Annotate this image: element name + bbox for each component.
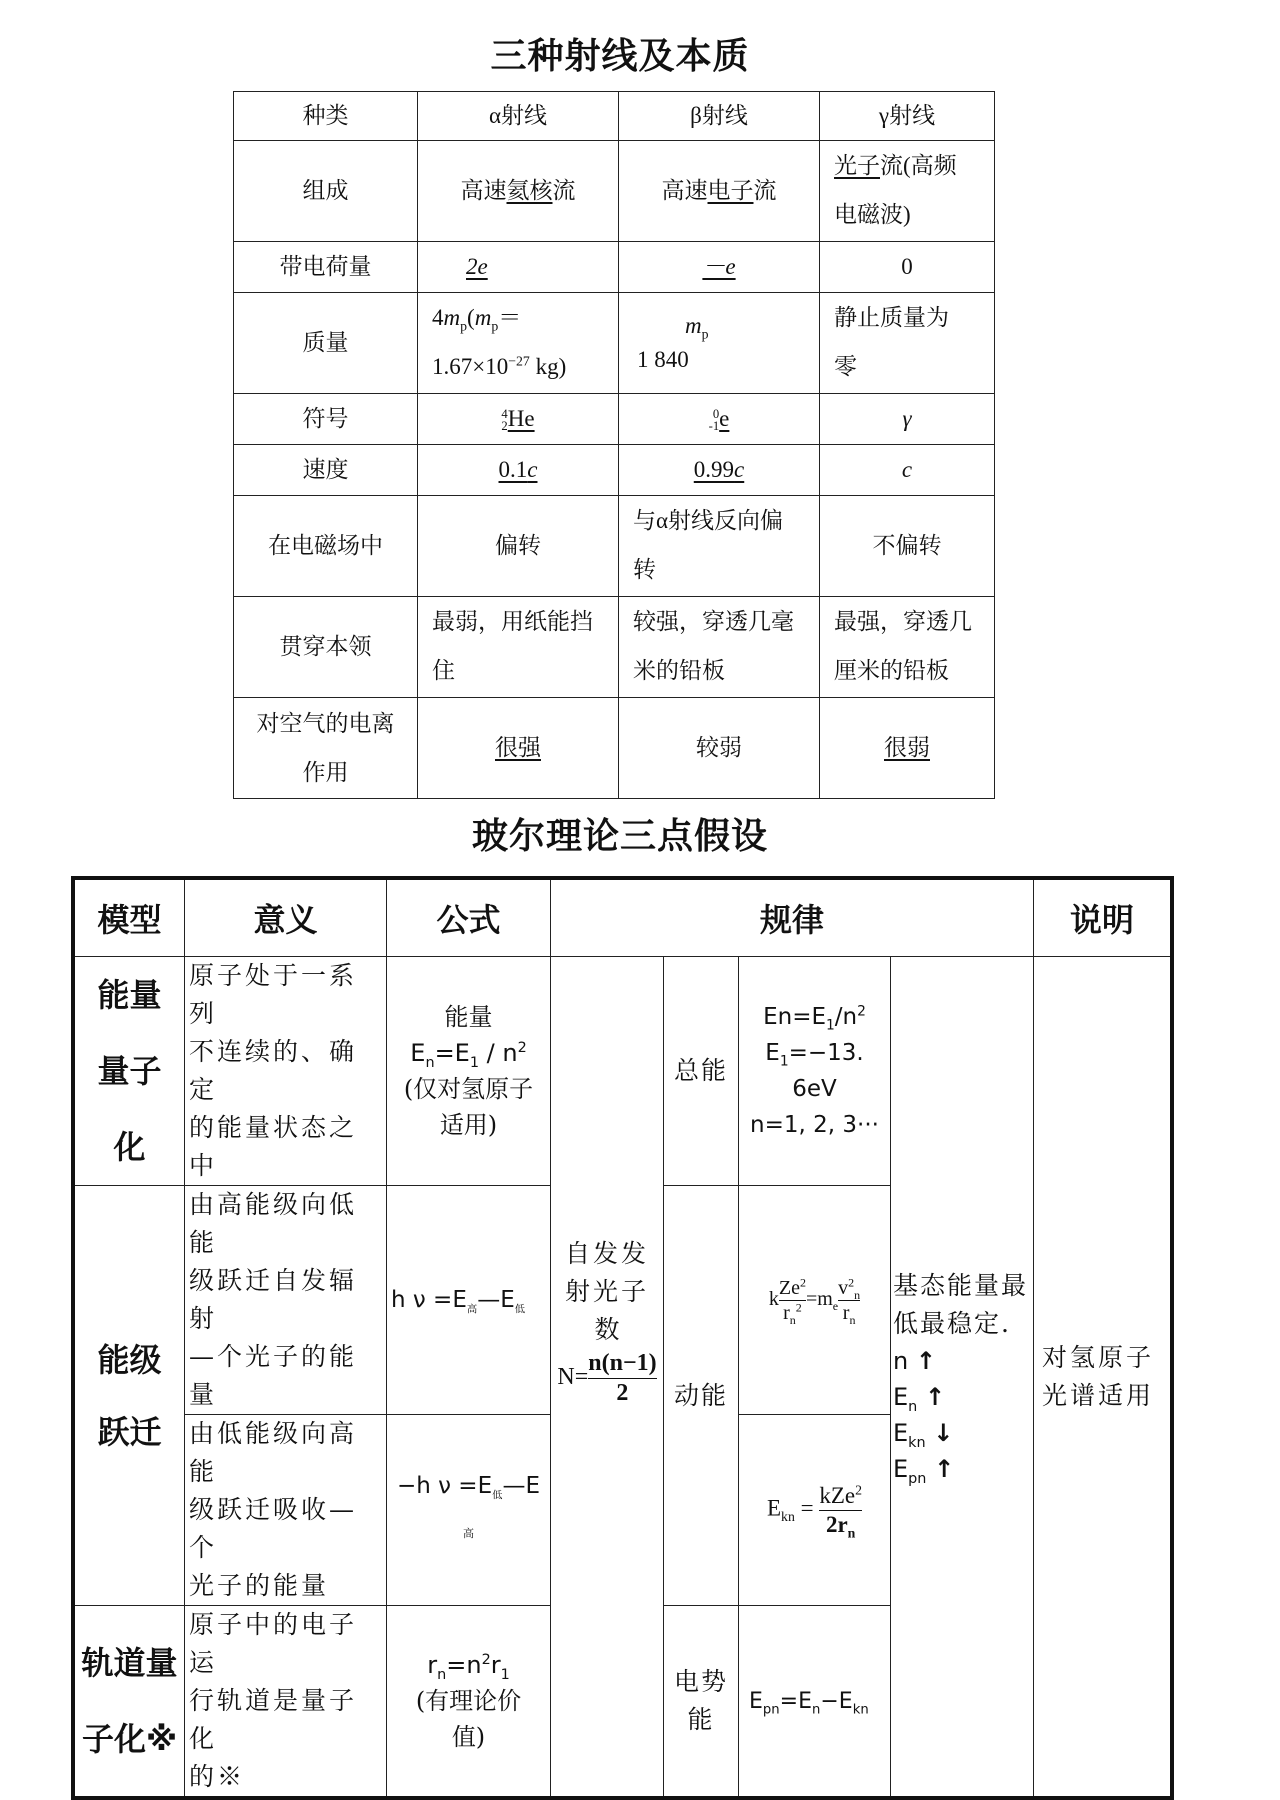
cell <box>820 293 995 394</box>
text: h ν =E <box>391 1287 467 1313</box>
text: 基态能量最 <box>893 1270 1029 1300</box>
table-row <box>234 242 995 293</box>
text: N= <box>557 1364 589 1391</box>
text: 的能量状态之中 <box>189 1113 358 1180</box>
subscript: p <box>701 326 709 342</box>
text: v <box>838 1276 849 1299</box>
text: =n <box>446 1651 482 1679</box>
text: r <box>842 1301 850 1324</box>
text: c <box>734 457 745 482</box>
total-energy-label: 总能 <box>664 957 739 1186</box>
meaning-cell <box>185 1415 387 1606</box>
text: r <box>490 1651 501 1679</box>
text: 光谱适用 <box>1042 1380 1155 1410</box>
text: 化 <box>113 1128 146 1166</box>
text: = <box>794 1495 820 1521</box>
subscript: kn <box>852 1701 869 1717</box>
text: E <box>749 1688 763 1714</box>
text: 作用 <box>302 760 349 785</box>
cell <box>418 445 619 496</box>
text: —E <box>502 1473 541 1499</box>
cell <box>418 597 619 698</box>
text: 由低能级向高能 <box>189 1419 358 1486</box>
text: 光子的能量 <box>189 1571 330 1600</box>
kinetic-formula-2 <box>739 1415 891 1606</box>
mass-number: 0 <box>712 407 720 422</box>
text: E <box>893 1454 909 1483</box>
kinetic-energy-label: 动能 <box>664 1186 739 1606</box>
cell <box>820 597 995 698</box>
superscript: 2 <box>481 1652 491 1668</box>
superscript: 2 <box>799 1274 806 1289</box>
cell: γ <box>820 394 995 445</box>
table-row <box>234 597 995 698</box>
subscript: 1 <box>469 1054 479 1071</box>
text: 0.1 <box>498 457 528 482</box>
model-energy-quantization <box>73 957 185 1186</box>
text: En=E <box>763 1004 827 1030</box>
trend-Ekn <box>893 1415 1031 1451</box>
text: =−13. 6eV <box>788 1040 864 1102</box>
bohr-theory-table <box>71 876 1174 1800</box>
text: 静止质量为 <box>834 305 949 330</box>
atomic-number: -1 <box>708 418 720 433</box>
cell <box>619 141 820 242</box>
subscript: pn <box>762 1701 780 1717</box>
text: 流 <box>753 178 777 203</box>
subscript: p <box>491 318 499 334</box>
table-row <box>234 141 995 242</box>
formula-cell <box>387 1606 551 1799</box>
cell <box>619 445 820 496</box>
table-row <box>73 957 1172 1186</box>
arrow-up-icon: ↑ <box>934 1454 955 1483</box>
text: 值) <box>451 1723 486 1751</box>
text: ( <box>467 305 475 330</box>
table-row <box>234 394 995 445</box>
header-cell: γ射线 <box>820 92 995 141</box>
cell <box>619 394 820 445</box>
potential-energy-label <box>664 1606 739 1799</box>
formula-cell <box>387 1415 551 1606</box>
subscript: n <box>849 1312 856 1327</box>
potential-energy-formula <box>739 1606 891 1799</box>
text: 不连续的、确定 <box>189 1037 358 1104</box>
text: (有理论价 <box>415 1687 522 1715</box>
text: =E <box>779 1688 812 1714</box>
text: 厘米的铅板 <box>834 658 949 683</box>
row-label: 符号 <box>234 394 418 445</box>
fraction <box>838 1276 860 1325</box>
text: Ze <box>778 1276 800 1299</box>
underlined-text: 很强 <box>495 735 541 760</box>
subscript: kn <box>781 1508 795 1524</box>
cell <box>619 496 820 597</box>
text: 转 <box>633 557 656 582</box>
text: 级跃迁自发辐射 <box>189 1266 358 1333</box>
cell <box>820 698 995 799</box>
cell <box>619 242 820 293</box>
underlined-text: 氦核 <box>506 178 553 203</box>
text: kg) <box>529 354 567 379</box>
cell: 0 <box>820 242 995 293</box>
subscript: 1 <box>500 1666 510 1683</box>
row-label: 带电荷量 <box>234 242 418 293</box>
formula-cell <box>387 1186 551 1415</box>
trend-cell <box>891 957 1034 1799</box>
text: 射光子 <box>564 1277 649 1307</box>
text: E <box>765 1040 780 1066</box>
text: 住 <box>432 658 455 683</box>
subscript: n <box>789 1312 796 1327</box>
subscript: kn <box>908 1434 926 1451</box>
arrow-down-icon: ↓ <box>933 1418 954 1447</box>
subscript: 低 <box>514 1303 526 1316</box>
text: 2r <box>825 1511 848 1537</box>
note-cell <box>1034 957 1173 1799</box>
text: 流(高频 <box>880 153 957 178</box>
trend-Epn <box>893 1451 1031 1487</box>
element: e <box>719 406 730 431</box>
subscript: e <box>832 1298 839 1313</box>
arrow-up-icon: ↑ <box>915 1346 936 1375</box>
cell <box>418 242 619 293</box>
text: n <box>893 1346 909 1375</box>
text: m <box>685 313 702 338</box>
header-law: 规律 <box>551 878 1034 957</box>
text: r <box>427 1651 438 1679</box>
subscript: n <box>854 1287 861 1302</box>
text: k <box>768 1287 779 1310</box>
text: 轨道量 <box>81 1644 178 1682</box>
subscript: n <box>811 1701 821 1717</box>
text: 4 <box>432 305 444 330</box>
text: 低最稳定. <box>893 1308 1011 1338</box>
meaning-cell <box>185 1606 387 1799</box>
text: 能级 <box>97 1340 162 1379</box>
header-meaning: 意义 <box>185 878 387 957</box>
text: 对空气的电离 <box>256 711 395 736</box>
text: 米的铅板 <box>633 658 725 683</box>
superscript: −27 <box>508 353 530 369</box>
cell: 偏转 <box>418 496 619 597</box>
text: 对氢原子 <box>1042 1342 1155 1372</box>
header-note: 说明 <box>1034 878 1173 957</box>
text: 能量 <box>97 976 162 1014</box>
row-label: 贯穿本领 <box>234 597 418 698</box>
text: n=1, 2, 3··· <box>750 1112 879 1138</box>
underlined-text: 很弱 <box>884 735 930 760</box>
table-row <box>234 445 995 496</box>
text: −h ν =E <box>396 1473 493 1499</box>
text: /n <box>834 1004 858 1030</box>
text: 级跃迁吸收—个 <box>189 1495 358 1562</box>
cell <box>619 597 820 698</box>
row-label: 在电磁场中 <box>234 496 418 597</box>
cell <box>418 394 619 445</box>
mass-number: 4 <box>501 407 508 422</box>
fraction <box>779 1276 806 1325</box>
text: E <box>893 1418 909 1447</box>
subscript: n <box>437 1666 447 1683</box>
meaning-cell <box>185 957 387 1186</box>
text: E <box>410 1039 426 1067</box>
text: =E <box>434 1039 470 1067</box>
text: 最弱，用纸能挡 <box>432 609 593 634</box>
superscript: 2 <box>848 1274 855 1289</box>
text: —个光子的能量 <box>189 1342 358 1409</box>
text: 自发发 <box>564 1239 649 1269</box>
text: r <box>783 1301 790 1324</box>
text: kZe <box>819 1482 856 1508</box>
text: 最强，穿透几 <box>834 609 972 634</box>
text: 与α射线反向偏 <box>633 508 784 533</box>
text: E <box>766 1495 782 1521</box>
text: 量子 <box>97 1052 162 1090</box>
row-label: 质量 <box>234 293 418 394</box>
subscript: 高 <box>466 1303 478 1316</box>
superscript: 2 <box>795 1299 802 1314</box>
numerator: n(n−1) <box>588 1350 657 1377</box>
header-cell: β射线 <box>619 92 820 141</box>
text: / n <box>479 1039 518 1067</box>
underlined-text: 光子 <box>834 153 880 178</box>
fraction <box>819 1482 862 1541</box>
table1-title: 三种射线及本质 <box>490 36 750 77</box>
model-orbit-quantization <box>73 1606 185 1799</box>
superscript: 2 <box>517 1040 527 1056</box>
cell <box>418 698 619 799</box>
row-label <box>234 698 418 799</box>
text: −E <box>820 1688 853 1714</box>
cell: 不偏转 <box>820 496 995 597</box>
text: 1.67×10 <box>432 354 509 379</box>
text: E <box>893 1382 909 1411</box>
text: =m <box>805 1287 833 1310</box>
subscript: p <box>460 318 468 334</box>
isotope-numbers <box>709 409 720 432</box>
text: 电磁波) <box>834 202 911 227</box>
text: m <box>474 305 492 330</box>
text: 的※ <box>189 1762 246 1791</box>
subscript: n <box>908 1398 918 1415</box>
text: —E <box>477 1287 515 1313</box>
total-energy-formula <box>739 957 891 1186</box>
denominator: 2 <box>588 1378 656 1408</box>
table-row <box>234 92 995 141</box>
subscript: pn <box>908 1470 927 1487</box>
radiation-table <box>233 91 995 799</box>
text: 能量 <box>444 1003 493 1031</box>
atomic-number: 2 <box>501 418 508 433</box>
subscript: n <box>847 1525 856 1541</box>
cell <box>820 141 995 242</box>
cell <box>619 293 820 394</box>
text: 由高能级向低能 <box>189 1190 358 1257</box>
subscript: 1 <box>826 1017 835 1034</box>
text: 行轨道是量子化 <box>189 1686 358 1753</box>
meaning-cell <box>185 1186 387 1415</box>
photon-count-cell <box>551 957 664 1799</box>
model-level-transition <box>73 1186 185 1606</box>
text: 跃迁 <box>97 1412 162 1451</box>
subscript: 低 <box>492 1489 503 1502</box>
text: 数 <box>594 1315 620 1345</box>
underlined-text: 电子 <box>707 178 754 203</box>
fraction <box>588 1349 656 1408</box>
cell <box>418 293 619 394</box>
cell <box>418 141 619 242</box>
text: 零 <box>834 354 857 379</box>
value: －e <box>702 254 736 279</box>
superscript: 2 <box>857 1003 866 1020</box>
row-label: 速度 <box>234 445 418 496</box>
text: 电势 <box>673 1667 728 1696</box>
table2-title: 玻尔理论三点假设 <box>471 816 768 857</box>
text: 高速 <box>661 178 708 203</box>
text: 能 <box>687 1705 715 1734</box>
formula-cell <box>387 957 551 1186</box>
text: 较强，穿透几毫 <box>633 609 794 634</box>
table-row <box>234 698 995 799</box>
element: He <box>507 406 535 431</box>
header-model: 模型 <box>73 878 185 957</box>
table-row <box>234 293 995 394</box>
table-row <box>234 496 995 597</box>
header-cell: 种类 <box>234 92 418 141</box>
text: 原子处于一系列 <box>189 961 358 1028</box>
kinetic-formula-1 <box>739 1186 891 1415</box>
cell: c <box>820 445 995 496</box>
trend-En <box>893 1379 1031 1415</box>
header-cell: α射线 <box>418 92 619 141</box>
subscript: 高 <box>463 1527 474 1540</box>
text: 1 840 <box>637 347 689 372</box>
text: 流 <box>552 178 576 203</box>
arrow-up-icon: ↑ <box>924 1382 946 1411</box>
text: 适用) <box>439 1111 498 1139</box>
text: m <box>443 305 461 330</box>
text: c <box>527 457 538 482</box>
value: 2e <box>466 254 488 279</box>
subscript: 1 <box>779 1053 789 1070</box>
text: 子化※ <box>81 1720 178 1758</box>
text: 原子中的电子运 <box>189 1610 358 1677</box>
trend-n <box>893 1343 1031 1379</box>
table-row <box>73 878 1172 957</box>
subscript: n <box>425 1054 435 1071</box>
text: (仅对氢原子 <box>403 1075 534 1103</box>
text: 0.99 <box>693 457 735 482</box>
cell: 较弱 <box>619 698 820 799</box>
header-formula: 公式 <box>387 878 551 957</box>
row-label: 组成 <box>234 141 418 242</box>
text: ＝ <box>498 305 522 330</box>
superscript: 2 <box>855 1482 862 1498</box>
text: 高速 <box>460 178 507 203</box>
